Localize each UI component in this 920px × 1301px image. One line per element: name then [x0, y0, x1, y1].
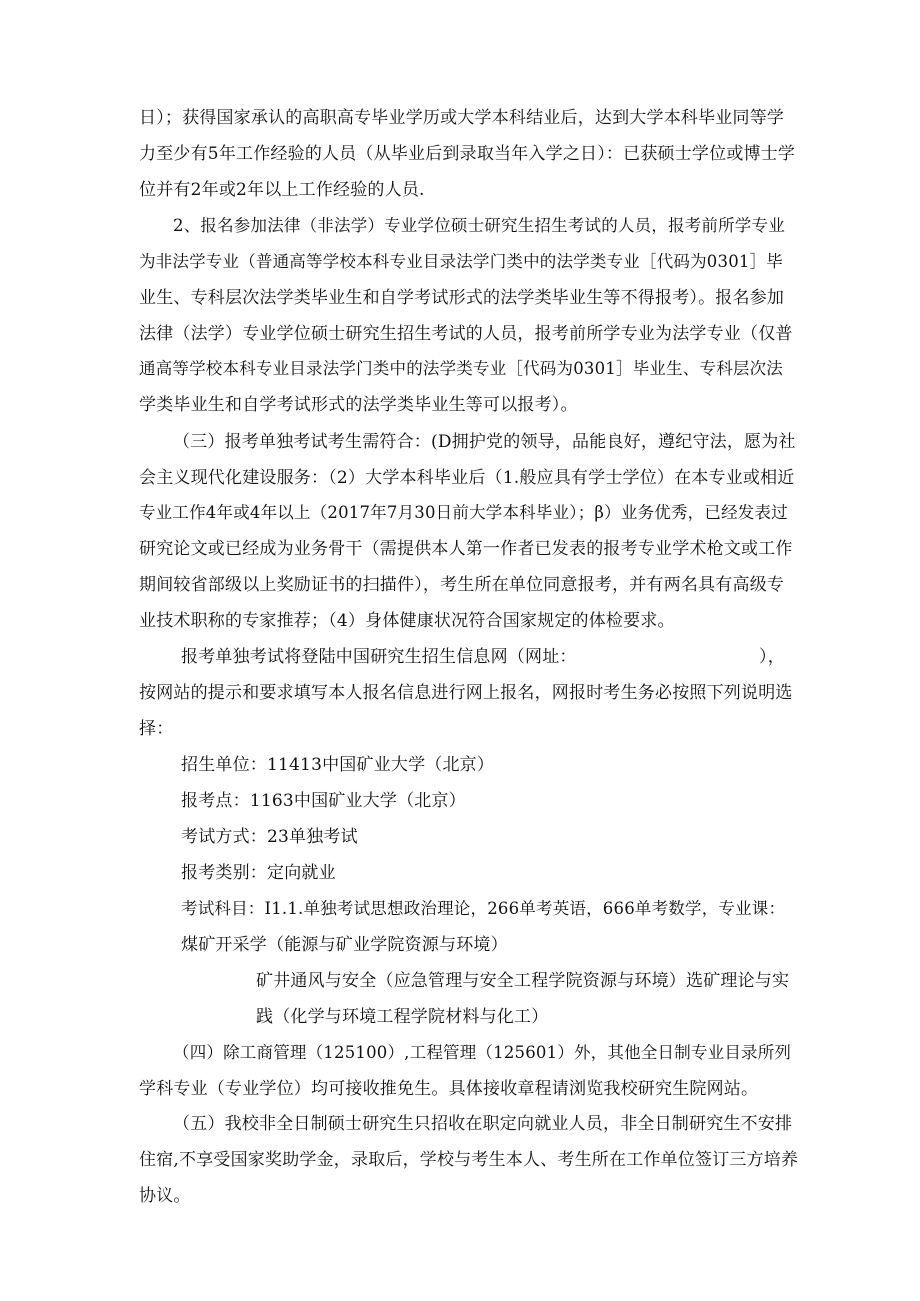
paragraph-4-line-3: 择：: [139, 719, 174, 739]
paragraph-4-line-1: 报考单独考试将登陆中国研究生招生信息网（网址：: [181, 647, 577, 667]
paragraph-1-line-1: 日）；获得国家承认的高职高专毕业学历或大学本科结业后，达到大学本科毕业同等学: [139, 108, 785, 128]
paragraph-2-line-5: 通高等学校本科专业目录法学门类中的法学类专业［代码为0301］毕业生、专科层次法: [139, 359, 783, 378]
paragraph-1-line-2: 力至少有5年工作经验的人员（从毕业后到录取当年入学之日）：已获硕士学位或博士学: [139, 144, 796, 164]
field-exam-mode: 考试方式：23单独考试: [181, 827, 358, 847]
paragraph-3-line-3: 专业工作4年或4年以上（2017年7月30日前大学本科毕业）；β）业务优秀，已经发表过: [139, 503, 788, 522]
paragraph-2-line-2: 为非法学专业（普通高等学校本科专业目录法学门类中的法学类专业［代码为0301］毕: [139, 252, 783, 271]
paragraph-3-line-5: 期间较省部级以上奖励证书的扫描件），考生所在单位同意报考，并有两名具有高级专: [139, 575, 785, 595]
paragraph-3-line-6: 业技术职称的专家推荐；（4）身体健康状况符合国家规定的体检要求。: [139, 611, 675, 631]
paragraph-4-line-2: 按网站的提示和要求填写本人报名信息进行网上报名，网报时考生务必按照下列说明选: [139, 683, 793, 703]
paragraph-5-line-2: 践（化学与环境工程学院材料与化工）: [256, 1007, 549, 1027]
paragraph-2-line-4: 法律（法学）专业学位硕士研究生招生考试的人员，报考前所学专业为法学专业（仅普: [139, 324, 793, 344]
paragraph-3-line-2: 会主义现代化建设服务：（2）大学本科毕业后（1.般应具有学士学位）在本专业或相近: [139, 468, 795, 488]
paragraph-2-line-6: 学类毕业生和自学考试形式的法学类毕业生等可以报考）。: [139, 395, 578, 415]
field-exam-site: 报考点：1163中国矿业大学（北京）: [181, 791, 466, 811]
field-exam-subjects-continued: 煤矿开采学（能源与矿业学院资源与环境）: [181, 935, 508, 955]
field-enrollment-unit: 招生单位：11413中国矿业大学（北京）: [181, 755, 495, 775]
paragraph-6-line-2: 学科专业（专业学位）均可接收推免生。具体接收章程请浏览我校研究生院网站。: [139, 1079, 759, 1099]
paragraph-1-line-3: 位并有2年或2年以上工作经验的人员.: [139, 180, 425, 200]
paragraph-5-line-1: 矿井通风与安全（应急管理与安全工程学院资源与环境）选矿理论与实: [256, 971, 790, 991]
paragraph-6-line-1: （四）除工商管理（125100）,工程管理（125601）外，其他全日制专业目录所列: [173, 1043, 792, 1062]
paragraph-7-line-2: 住宿,不享受国家奖助学金，录取后，学校与考生本人、考生所在工作单位签订三方培养: [139, 1150, 799, 1170]
paragraph-4-line-1-end: ），: [759, 647, 785, 667]
paragraph-3-line-1: （三）报考单独考试考生需符合：(D拥护党的领导，品能良好，遵纪守法，愿为社: [173, 432, 796, 452]
paragraph-7-line-1: （五）我校非全日制硕士研究生只招收在职定向就业人员，非全日制研究生不安排: [173, 1114, 793, 1134]
paragraph-2-line-3: 业生、专科层次法学类毕业生和自学考试形式的法学类毕业生等不得报考）。报名参加: [139, 288, 785, 308]
field-exam-subjects: 考试科目：I1.1.单独考试思想政治理论，266单考英语，666单考数学，专业课：: [181, 899, 786, 918]
paragraph-2-line-1: 2、报名参加法律（非法学）专业学位硕士研究生招生考试的人员，报考前所学专业: [173, 216, 785, 235]
paragraph-3-line-4: 研究论文或已经成为业务骨干（需提供本人第一作者已发表的报考专业学术枪文或工作: [139, 539, 793, 559]
field-exam-category: 报考类别：定向就业: [181, 863, 336, 883]
paragraph-7-line-3: 协议。: [139, 1186, 191, 1206]
